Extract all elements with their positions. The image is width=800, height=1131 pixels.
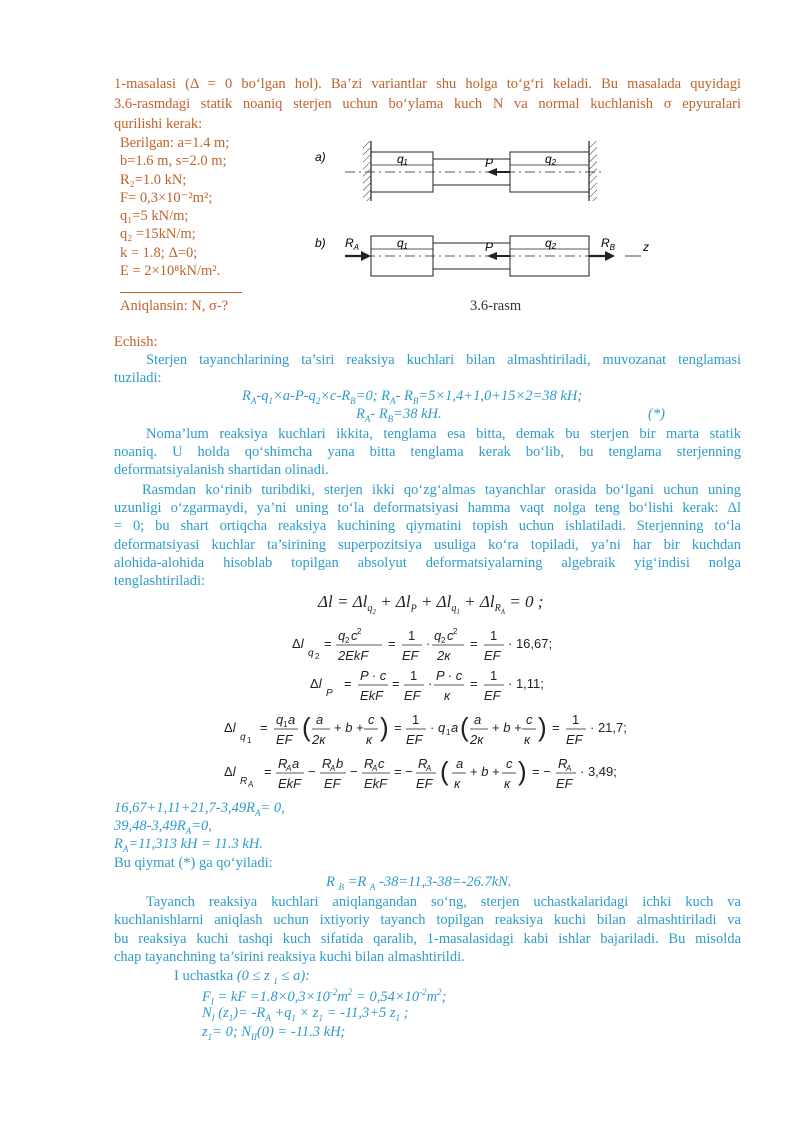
- svg-text:2к: 2к: [312, 732, 326, 747]
- svg-text:к: к: [366, 732, 373, 747]
- svg-text:EF: EF: [406, 732, 423, 747]
- svg-text:): ): [518, 756, 527, 786]
- svg-text:=: =: [552, 720, 560, 735]
- svg-text:b: b: [336, 756, 344, 771]
- svg-text:2к: 2к: [470, 732, 484, 747]
- svg-text:· q: · q: [430, 720, 446, 735]
- v1-value: 16,67;: [515, 636, 553, 651]
- svg-text:Δl: Δl: [224, 720, 236, 735]
- svg-text:=: =: [394, 720, 402, 735]
- svg-text:EkF: EkF: [364, 776, 388, 791]
- arrow-head-icon: [605, 251, 615, 261]
- calc-line-1: $16,67+1,11+21,7-3,49R_A= 0$,: [114, 800, 285, 818]
- svg-text:−: −: [308, 764, 316, 779]
- formula-f3: $z_1= 0$; $N_{II}(0) = -11.3$ kH;: [202, 1024, 346, 1042]
- formula-f1: $F_I$ = kF $=1.8\times 0,3\times 10^{-2}m^2 = 0,54\times 10^{-2}m^2$;: [202, 987, 447, 1007]
- svg-text:a: a: [288, 712, 296, 727]
- svg-text:A: A: [248, 780, 254, 789]
- svg-text:Δl: Δl: [292, 636, 304, 651]
- svg-text:=: =: [470, 636, 478, 651]
- p3-line-1: Rasmdan ko‘rinib turibdiki, sterjen ikki qo‘zg‘almas tayanchlar orasida bo‘lgani uchun uning: [142, 482, 741, 498]
- beam-figure: [305, 135, 685, 295]
- svg-text:·: ·: [428, 676, 433, 691]
- svg-text:= −: = −: [532, 764, 551, 779]
- svg-text:q: q: [338, 628, 346, 643]
- figure-caption: 3.6-rasm: [470, 298, 522, 314]
- formulas-block: [220, 620, 640, 795]
- svg-text:a: a: [474, 712, 482, 727]
- svg-text:A: A: [286, 764, 292, 773]
- given-item: k = 1.8; Δ=0;: [120, 244, 198, 261]
- svg-text:2: 2: [441, 636, 446, 645]
- svg-text:EF: EF: [402, 648, 419, 663]
- svg-text:+ b +: + b +: [492, 720, 522, 735]
- svg-text:a: a: [451, 720, 459, 735]
- given-item: E = 2×10⁸kN/m².: [120, 263, 221, 280]
- eq-tag: (*): [648, 406, 665, 422]
- section-1-heading: I uchastka (0 ≤ z $_1$ ≤ a):: [174, 968, 310, 986]
- p3-line-3: = 0; bu shart ortiqcha reaksiya kuchining qiymatini topish uchun ishlatiladi. Sterjenning to‘la: [114, 518, 741, 534]
- svg-text:c: c: [506, 756, 513, 771]
- svg-text:1: 1: [490, 668, 498, 683]
- svg-text:R: R: [278, 756, 288, 771]
- svg-text:к: к: [524, 732, 531, 747]
- svg-text:(: (: [302, 712, 311, 742]
- svg-text:=: =: [324, 636, 332, 651]
- svg-text:2: 2: [357, 627, 362, 636]
- svg-text:1: 1: [408, 628, 416, 643]
- p2-line-1: Noma’lum reaksiya kuchlari ikkita, tenglama esa bitta, demak bu sterjen bir marta statik: [146, 426, 741, 442]
- svg-text:2: 2: [345, 636, 350, 645]
- svg-text:EkF: EkF: [360, 688, 384, 703]
- calc-line-2: $39,48-3,49R_A=0$,: [114, 818, 212, 836]
- p3-line-6: tenglashtiriladi:: [114, 573, 206, 589]
- p1-line-2: tuziladi:: [114, 370, 162, 386]
- svg-text:EF: EF: [416, 776, 433, 791]
- svg-text:2: 2: [453, 627, 458, 636]
- p1-line-1: Sterjen tayanchlarining ta’siri reaksiya kuchlari bilan almashtiriladi, muvozanat tenglamasi: [146, 352, 741, 368]
- svg-text:Δl: Δl: [310, 676, 322, 691]
- svg-text:P · c: P · c: [436, 668, 463, 683]
- given-item: q₁=5 kN/m;: [120, 208, 189, 225]
- svg-text:EF: EF: [324, 776, 341, 791]
- svg-text:): ): [380, 712, 389, 742]
- svg-text:R: R: [322, 756, 332, 771]
- svg-text:=: =: [264, 764, 272, 779]
- svg-text:Δl: Δl: [224, 764, 236, 779]
- svg-text:q: q: [434, 628, 442, 643]
- z-label: z: [643, 240, 649, 254]
- svg-text:P · c: P · c: [360, 668, 387, 683]
- v2-value: 1,11;: [515, 676, 544, 691]
- svg-text:EkF: EkF: [278, 776, 302, 791]
- svg-text:2к: 2к: [437, 648, 451, 663]
- given-item: q₂ =15kN/m;: [120, 226, 196, 243]
- label-a: a): [315, 150, 326, 164]
- svg-text:1: 1: [490, 628, 498, 643]
- svg-text:A: A: [330, 764, 336, 773]
- svg-text:c: c: [368, 712, 375, 727]
- svg-text:(: (: [440, 756, 449, 786]
- p3-line-5: alohida-alohida hisoblab topilgan absolyut deformatsiyalarning algebraik yig‘indisi nolga: [114, 555, 741, 571]
- svg-text:EF: EF: [404, 688, 421, 703]
- p2-line-3: deformatsiyalanish shartidan olinadi.: [114, 462, 329, 478]
- svg-text:P: P: [326, 688, 333, 699]
- svg-text:A: A: [426, 764, 432, 773]
- svg-text:R: R: [240, 776, 248, 787]
- equilibrium-eq-1: $R_A-q_1\times a-P-q_2\times c-R_B=0$; $R_A-$ $R_B=5\times 1,4+1,0+15\times 2=38$ kH;: [242, 388, 583, 406]
- svg-text:к: к: [454, 776, 461, 791]
- right-support-hatch: [589, 141, 597, 201]
- svg-text:=: =: [344, 676, 352, 691]
- v3-value: 21,7;: [597, 720, 627, 735]
- p4-line: Bu qiymat (*) ga qo‘yiladi:: [114, 855, 273, 871]
- v4-value: 3,49;: [587, 764, 617, 779]
- svg-text:q: q: [308, 648, 314, 659]
- svg-text:к: к: [504, 776, 511, 791]
- q2-label: q₂: [545, 152, 557, 166]
- svg-text:=: =: [260, 720, 268, 735]
- svg-text:2EkF: 2EkF: [338, 648, 369, 663]
- p5-line-4: chap tayanchning ta’sirini reaksiya kuchi bilan almashtirildi.: [114, 949, 465, 965]
- p-label: P: [485, 156, 494, 170]
- left-support-hatch: [363, 141, 371, 201]
- svg-text:EF: EF: [484, 648, 501, 663]
- rb-label: $R_B$: [601, 236, 616, 252]
- svg-text:a: a: [292, 756, 300, 771]
- svg-text:=: =: [470, 676, 478, 691]
- solution-heading: Echish:: [114, 334, 158, 350]
- svg-text:R: R: [364, 756, 374, 771]
- given-item: b=1.6 m, s=2.0 m;: [120, 153, 227, 170]
- svg-text:c: c: [526, 712, 533, 727]
- given-item: R₂=1.0 kN;: [120, 171, 187, 188]
- intro-line-2: 3.6-rasmdagi statik noaniq sterjen uchun bo‘ylama kuch N va normal kuchlanish σ epyuralari: [114, 96, 741, 112]
- svg-text:· 21,7;: · 21,7;: [590, 720, 627, 735]
- q1-label: q₁: [397, 152, 408, 166]
- calc-line-3: $R_A=11,313$ kH = 11.3 kH.: [114, 836, 263, 854]
- p5-line-3: bu reaksiya kuchi tashqi kuch sifatida qaralib, 1-masalasidagi kabi ishlar bajariladi. Bu misolda: [114, 931, 741, 947]
- svg-text:c: c: [447, 628, 454, 643]
- svg-text:−: −: [350, 764, 358, 779]
- svg-text:q: q: [240, 732, 246, 743]
- svg-text:EF: EF: [566, 732, 583, 747]
- divider: [120, 292, 242, 293]
- svg-text:=: =: [392, 676, 400, 691]
- svg-text:·: ·: [426, 636, 431, 651]
- svg-text:): ): [538, 712, 547, 742]
- svg-text:· 1,11;: · 1,11;: [508, 676, 544, 691]
- p3-line-2: uzunligi o‘zgarmaydi, ya’ni uning to‘la deformatsiyasi hamma vaqt nolga teng bo‘lishi kerak: Δl: [114, 500, 741, 516]
- svg-text:1: 1: [283, 720, 288, 729]
- find-line: Aniqlansin: N, σ-?: [120, 298, 229, 314]
- equilibrium-eq-2: $R_A-$ $R_B=38$ kH.: [356, 406, 442, 424]
- svg-text:EF: EF: [484, 688, 501, 703]
- intro-line-3: qurilishi kerak:: [114, 116, 203, 132]
- svg-text:1: 1: [410, 668, 418, 683]
- arrow-head-icon: [361, 251, 371, 261]
- q2-label-b: q₂: [545, 236, 557, 250]
- given-list: [120, 134, 229, 280]
- q1-label-b: q₁: [397, 236, 408, 250]
- svg-text:R: R: [418, 756, 428, 771]
- given-item: F= 0,3×10⁻²m²;: [120, 189, 213, 206]
- svg-text:EF: EF: [276, 732, 293, 747]
- svg-text:= −: = −: [394, 764, 413, 779]
- svg-text:+ b +: + b +: [334, 720, 364, 735]
- svg-text:c: c: [378, 756, 385, 771]
- p5-line-1: Tayanch reaksiya kuchlari aniqlangandan so‘ng, sterjen uchastkalaridagi ichki kuch va: [146, 894, 741, 910]
- calc-line-4: R $_B$ =R $_A$ -38=11,3-38=-26.7kN.: [326, 874, 512, 892]
- svg-text:A: A: [566, 764, 572, 773]
- label-b: b): [315, 236, 326, 250]
- svg-text:=: =: [388, 636, 396, 651]
- formula-f2: $N_I$ $(z_1)= -R_A +q_1 \times z_1 = -11,3+5$ $z_1$ ;: [202, 1005, 409, 1023]
- svg-text:к: к: [444, 688, 451, 703]
- ra-label: $R_A$: [345, 236, 360, 252]
- total-deformation-eq: $\Delta l = \Delta l_{q_2} + \Delta l_P + \Delta l_{q_1} + \Delta l_{R_A} = 0$ ;: [318, 592, 544, 617]
- intro-line-1: 1-masalasi (Δ = 0 bo‘lgan hol). Ba’zi variantlar shu holga to‘g‘ri keladi. Bu masalada quyidagi: [114, 76, 741, 92]
- p5-line-2: kuchlanishlarni aniqlash uchun ixtiyoriy tayanch topilgan reaksiya kuchi bilan almashtiriladi va: [114, 912, 741, 928]
- svg-text:1: 1: [247, 736, 252, 745]
- p-label-b: P: [485, 240, 494, 254]
- svg-text:2: 2: [315, 652, 320, 661]
- svg-text:(: (: [460, 712, 469, 742]
- svg-text:1: 1: [412, 712, 420, 727]
- given-item: Berilgan: a=1.4 m;: [120, 135, 230, 151]
- svg-text:EF: EF: [556, 776, 573, 791]
- svg-text:R: R: [558, 756, 568, 771]
- svg-text:+ b +: + b +: [470, 764, 500, 779]
- p3-line-4: deformatsiyasi kuchlar ta’sirining superpozitsiya usuliga ko‘ra topiladi, ya’ni har bir kuchdan: [114, 537, 741, 553]
- svg-text:1: 1: [446, 728, 451, 737]
- svg-text:a: a: [456, 756, 464, 771]
- p2-line-2: noaniq. U holda qo‘shimcha yana bitta tenglama kerak bo‘lib, bu tenglama sterjenning: [114, 444, 741, 460]
- svg-text:· 16,67;: · 16,67;: [508, 636, 553, 651]
- svg-text:q: q: [276, 712, 284, 727]
- svg-text:1: 1: [572, 712, 580, 727]
- svg-text:c: c: [351, 628, 358, 643]
- svg-text:a: a: [316, 712, 324, 727]
- svg-text:· 3,49;: · 3,49;: [580, 764, 617, 779]
- svg-text:A: A: [372, 764, 378, 773]
